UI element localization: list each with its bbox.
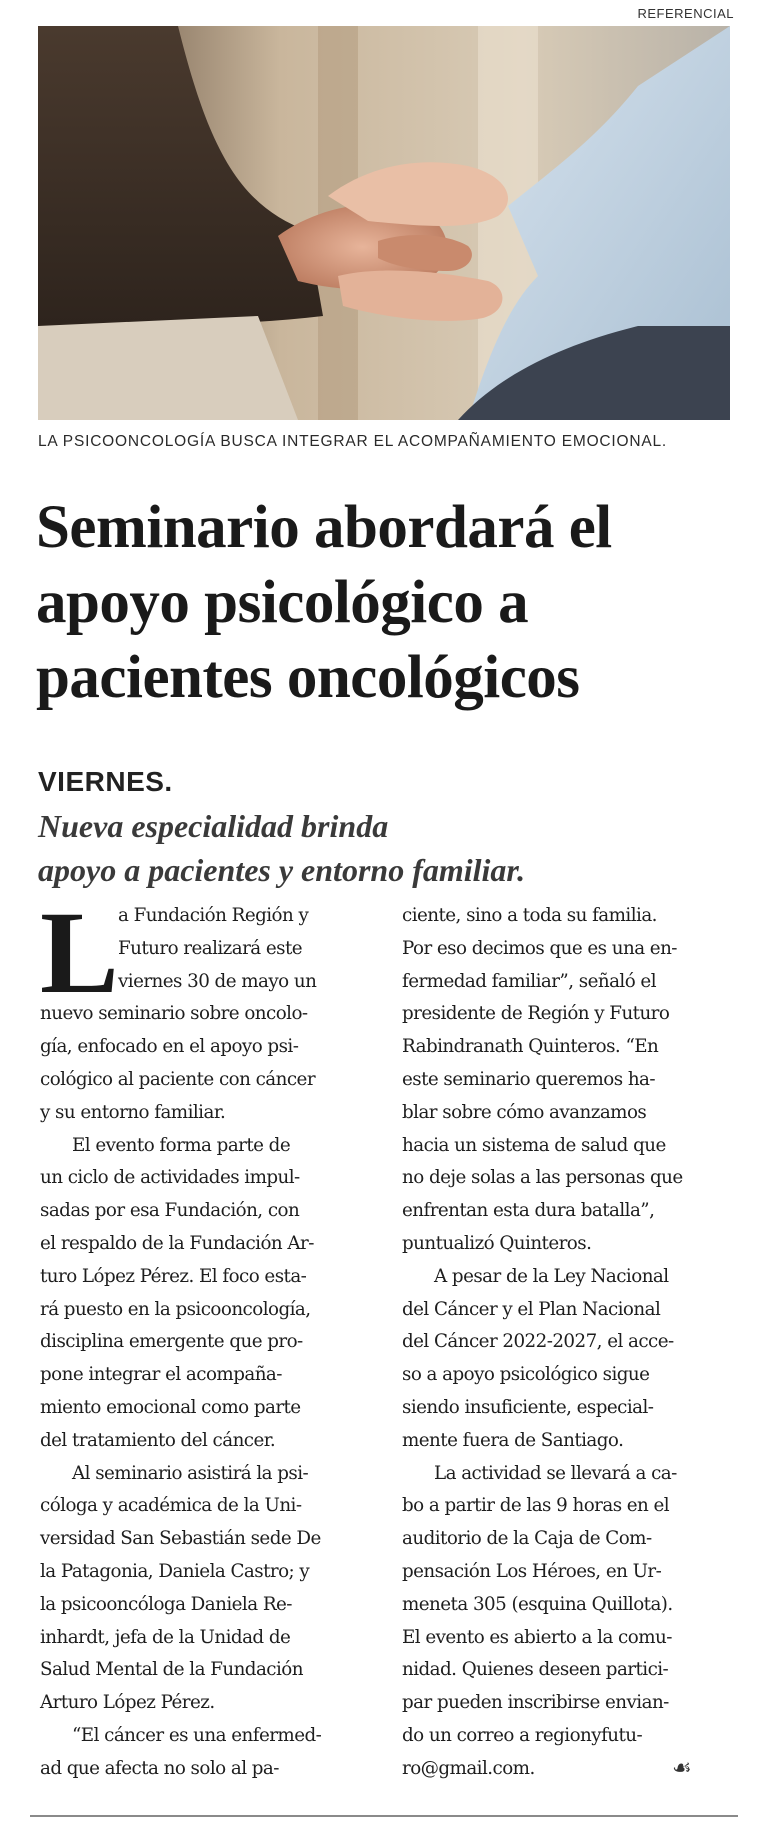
end-of-article-mark: ☙	[672, 1756, 692, 1781]
body-line: y su entorno familiar.	[40, 1101, 226, 1123]
body-line: bo a partir de las 9 horas en el	[402, 1495, 670, 1517]
body-line: Arturo López Pérez.	[40, 1692, 215, 1714]
deck-text: apoyo a pacientes y entorno familiar.	[38, 852, 526, 888]
body-line: Al seminario asistirá la psi-	[72, 1462, 309, 1484]
body-line: pone integrar el acompaña-	[40, 1364, 282, 1386]
body-line: La actividad se llevará a ca-	[434, 1462, 677, 1484]
body-line: inhardt, jefa de la Unidad de	[40, 1626, 291, 1648]
headline	[36, 490, 746, 715]
body-column-left	[40, 887, 375, 1786]
deck	[38, 760, 748, 892]
body-line: auditorio de la Caja de Com-	[402, 1528, 652, 1550]
body-line: ciente, sino a toda su familia.	[402, 905, 657, 926]
body-line: blar sobre cómo avanzamos	[402, 1101, 647, 1123]
body-line: el respaldo de la Fundación Ar-	[40, 1232, 314, 1254]
body-line: El evento es abierto a la comu-	[402, 1626, 672, 1648]
body-line: pensación Los Héroes, en Ur-	[402, 1560, 662, 1582]
body-line: miento emocional como parte	[40, 1396, 301, 1418]
body-line: disciplina emergente que pro-	[40, 1331, 303, 1353]
body-line: ro@gmail.com.	[402, 1757, 535, 1779]
photo-caption: LA PSICOONCOLOGÍA BUSCA INTEGRAR EL ACOMPAÑAMIENTO EMOCIONAL.	[38, 433, 668, 450]
bottom-rule	[30, 1815, 738, 1817]
deck-line-1	[38, 760, 748, 848]
body-line: turo López Pérez. El foco esta-	[40, 1265, 307, 1287]
article-photo	[38, 26, 730, 420]
body-line: cóloga y académica de la Uni-	[40, 1495, 302, 1517]
body-line: presidente de Región y Futuro	[402, 1003, 670, 1025]
body-line: Futuro realizará este	[118, 937, 303, 959]
body-line: versidad San Sebastián sede De	[40, 1528, 321, 1550]
body-line: del Cáncer y el Plan Nacional	[402, 1298, 661, 1320]
body-line: mente fuera de Santiago.	[402, 1429, 624, 1451]
body-line: rá puesto en la psicooncología,	[40, 1298, 311, 1320]
body-line: so a apoyo psicológico sigue	[402, 1364, 650, 1386]
body-line: enfrentan esta dura batalla”,	[402, 1200, 655, 1222]
body-line: puntualizó Quinteros.	[402, 1232, 592, 1254]
body-line: do un correo a regionyfutu-	[402, 1724, 643, 1746]
body-line: “El cáncer es una enfermed-	[72, 1724, 322, 1746]
headline-line: Seminario abordará el	[36, 494, 612, 561]
body-line: del Cáncer 2022-2027, el acce-	[402, 1331, 674, 1353]
body-line: hacia un sistema de salud que	[402, 1134, 666, 1156]
body-line: A pesar de la Ley Nacional	[434, 1265, 669, 1287]
photo-credit-label: REFERENCIAL	[637, 6, 734, 21]
deck-kicker: VIERNES.	[38, 766, 173, 797]
body-line: ad que afecta no solo al pa-	[40, 1757, 279, 1779]
body-line: nidad. Quienes deseen partici-	[402, 1659, 669, 1681]
body-line: par pueden inscribirse envian-	[402, 1692, 669, 1714]
body-line: Salud Mental de la Fundación	[40, 1659, 303, 1681]
body-line: El evento forma parte de	[72, 1134, 291, 1156]
body-line: a Fundación Región y	[118, 905, 309, 926]
headline-line: pacientes oncológicos	[36, 644, 580, 711]
body-line: siendo insuficiente, especial-	[402, 1396, 654, 1418]
body-column-right	[402, 900, 737, 1786]
body-line: la Patagonia, Daniela Castro; y	[40, 1560, 310, 1582]
body-line: del tratamiento del cáncer.	[40, 1429, 276, 1451]
body-line: gía, enfocado en el apoyo psi-	[40, 1036, 299, 1058]
body-line: un ciclo de actividades impul-	[40, 1167, 300, 1189]
body-line: la psicooncóloga Daniela Re-	[40, 1593, 292, 1615]
body-line: fermedad familiar”, señaló el	[402, 970, 656, 992]
body-line: viernes 30 de mayo un	[118, 970, 317, 992]
body-line: nuevo seminario sobre oncolo-	[40, 1003, 308, 1025]
hands-holding-illustration	[38, 26, 730, 420]
body-line: meneta 305 (esquina Quillota).	[402, 1593, 673, 1615]
body-line: este seminario queremos ha-	[402, 1068, 656, 1090]
drop-cap: L	[40, 887, 119, 1018]
body-line: cológico al paciente con cáncer	[40, 1068, 316, 1090]
body-line: Por eso decimos que es una en-	[402, 937, 677, 959]
body-line: no deje solas a las personas que	[402, 1167, 683, 1189]
deck-text: Nueva especialidad brinda	[38, 808, 389, 844]
headline-line: apoyo psicológico a	[36, 569, 529, 636]
body-line: sadas por esa Fundación, con	[40, 1200, 300, 1222]
body-line: Rabindranath Quinteros. “En	[402, 1036, 659, 1058]
